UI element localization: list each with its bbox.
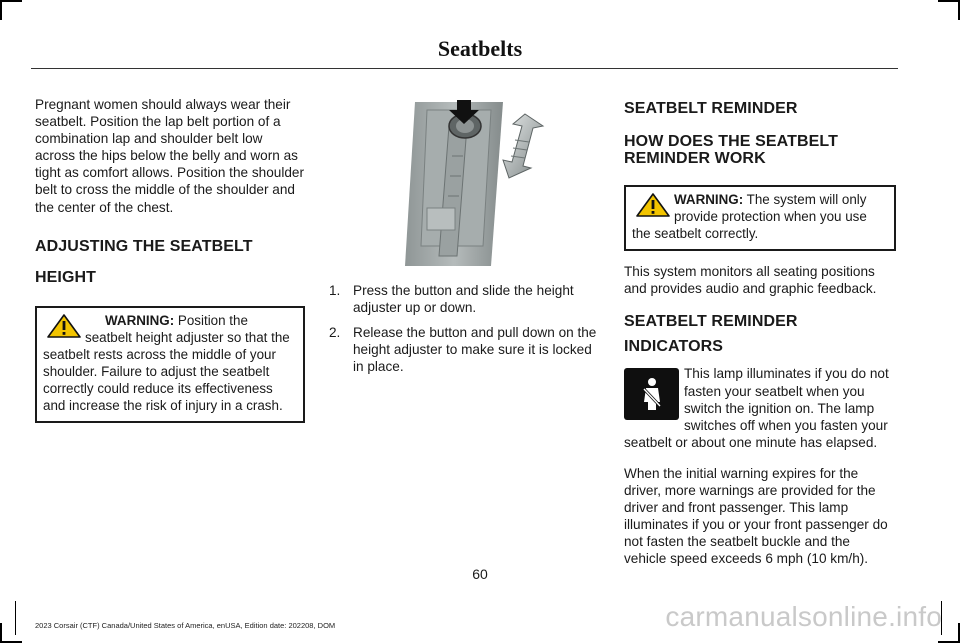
adjust-steps-list xyxy=(328,282,606,375)
page-title: Seatbelts xyxy=(437,36,523,61)
section-heading-cont: HEIGHT xyxy=(35,268,97,286)
right-column xyxy=(624,96,896,568)
left-column xyxy=(35,96,305,423)
watermark: carmanualsonline.info xyxy=(665,601,942,632)
warning-box xyxy=(624,185,896,251)
warning-expiry-paragraph: When the initial warning expires for the driver, more warnings are provided for the driver and front passenger. This lamp illuminates if you or your front passenger do not fasten the seatbelt buckle and the vehicle speed exceeds 6 mph (10 km/h). xyxy=(624,465,888,567)
indicator-block xyxy=(624,365,896,450)
edition-footer: 2023 Corsair (CTF) Canada/United States of America, enUSA, Edition date: 202208, DOM xyxy=(35,621,336,630)
warning-triangle-icon xyxy=(636,193,670,217)
crop-mark xyxy=(0,0,2,20)
intro-paragraph: Pregnant women should always wear their seatbelt. Position the lap belt portion of a combination lap and shoulder belt low across the hips below the belly and worn as tight as comfort allows. Position the shoulder belt to cross the middle of the shoulder and the center of the chest. xyxy=(35,97,304,215)
warning-text: The system will only provide protection when you use the seatbelt correctly. xyxy=(632,192,867,242)
list-item xyxy=(328,282,606,316)
section-heading: ADJUSTING THE SEATBELT xyxy=(35,237,253,255)
page-number: 60 xyxy=(472,566,488,582)
step-number: 1. xyxy=(329,283,341,298)
monitor-paragraph: This system monitors all seating positions and provides audio and graphic feedback. xyxy=(624,264,877,297)
warning-label: WARNING: xyxy=(105,312,175,328)
subsection-heading: SEATBELT REMINDER INDICATORS xyxy=(624,313,798,356)
middle-column xyxy=(328,96,606,383)
seatbelt-height-adjuster-illustration xyxy=(405,96,555,266)
step-number: 2. xyxy=(329,325,341,341)
warning-text: Position the seatbelt height adjuster so that the seatbelt rests across the middle of your shoulder. Failure to adjust the seatbelt correctly could reduce its effectiveness and increase the risk of injury in a crash. xyxy=(43,312,290,414)
warning-label: WARNING: xyxy=(674,192,744,207)
crop-mark xyxy=(0,623,2,643)
step-text: Release the button and pull down on the height adjuster to make sure it is locked in place. xyxy=(353,325,597,375)
crop-mark xyxy=(0,0,22,2)
warning-box xyxy=(35,306,305,424)
indicator-text: This lamp illuminates if you do not fasten your seatbelt when you switch the ignition on. The lamp switches off when you fasten your seatbelt or about one minute has elapsed. xyxy=(624,366,889,450)
header-rule xyxy=(31,68,898,69)
crop-mark xyxy=(15,601,16,635)
warning-triangle-icon xyxy=(47,314,81,338)
crop-mark xyxy=(938,0,960,2)
subsection-heading: HOW DOES THE SEATBELT REMINDER WORK xyxy=(624,133,838,167)
step-text: Press the button and slide the height adjuster up or down. xyxy=(353,283,574,316)
list-item xyxy=(328,324,606,375)
section-heading: SEATBELT REMINDER xyxy=(624,100,798,117)
seatbelt-reminder-icon xyxy=(624,368,679,420)
